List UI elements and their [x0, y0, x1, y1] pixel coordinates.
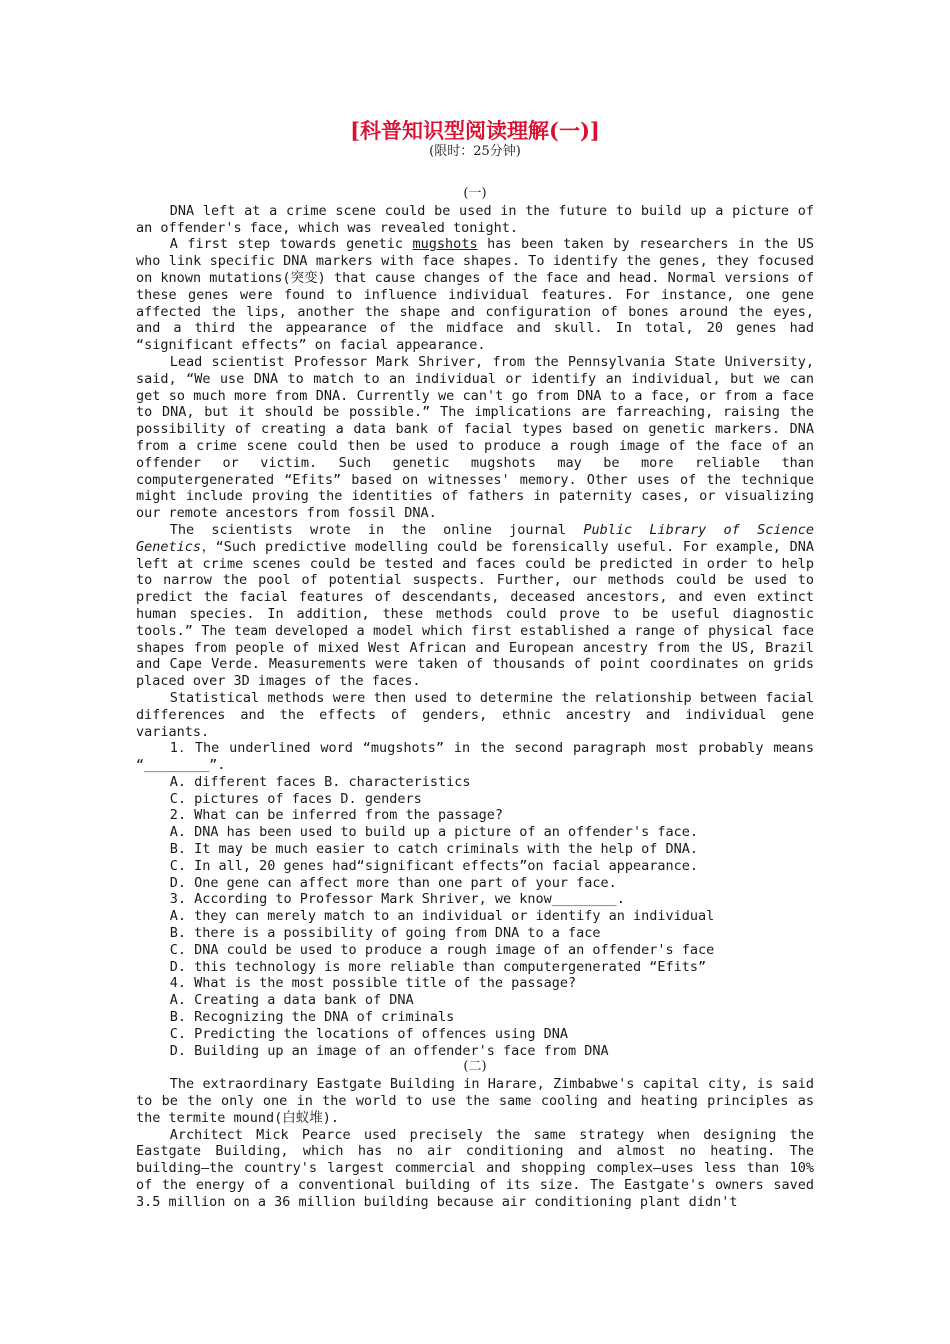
question-option: A. DNA has been used to build up a picture of an offender's face. — [169, 824, 699, 841]
question-stem: 4. What is the most possible title of the passage? — [169, 975, 577, 992]
section-label-2: (二) — [463, 1059, 487, 1075]
question-option: B. It may be much easier to catch criminals with the help of DNA. — [169, 841, 699, 858]
paragraph: Architect Mick Pearce used precisely the same strategy when designing the Eastgate Building, which has no air conditioning and almost no heating. The building—the country's largest commercial and shopping complex—uses less than 10% of the energy of a conventional building of its size. The Eastgate's owners saved 3.5 million on a 36 million building because air conditioning plant didn't — [136, 1126, 814, 1210]
question-option: A. Creating a data bank of DNA — [169, 992, 414, 1009]
paragraph: DNA left at a crime scene could be used in the future to build up a picture of an offender's face, which was revealed tonight. — [136, 202, 814, 236]
page-title: [科普知识型阅读理解(一)] — [350, 118, 600, 143]
journal-name: Public Library of Science Genetics — [136, 521, 814, 555]
question-option: D. this technology is more reliable than computergenerated “Efits” — [169, 958, 707, 975]
question-option: A. different faces B. characteristics — [169, 773, 471, 790]
paragraph: The scientists wrote in the online journal Public Library of Science Genetics，“Such predictive modelling could be forensically useful. For example, DNA left at crime scenes could be tested and faces could be predicted in order to help to narrow the pool of potential suspects. Further, our methods could be used to predict the facial features of descendants, deceased ancestors, and even extinct human species. In addition, these methods could prove to be useful diagnostic tools.” The team developed a model which first established a range of physical face shapes from people of mixed West African and European ancestry from the US, Brazil and Cape Verde. Measurements were taken of thousands of point coordinates on grids placed over 3D images of the faces. — [136, 521, 814, 690]
paragraph: Statistical methods were then used to determine the relationship between facial differences and the effects of genders, ethnic ancestry and individual gene variants. — [136, 689, 814, 740]
question-option: C. In all, 20 genes had“significant effects”on facial appearance. — [169, 857, 699, 874]
question-option: C. Predicting the locations of offences using DNA — [169, 1025, 569, 1042]
question-option: B. there is a possibility of going from DNA to a face — [169, 925, 601, 942]
section-label-1: (一) — [463, 186, 487, 201]
question-stem: 1．The underlined word “mugshots” in the second paragraph most probably means “________”. — [136, 740, 814, 774]
underlined-word: mugshots — [412, 236, 478, 253]
paragraph: Lead scientist Professor Mark Shriver, from the Pennsylvania State University, said, “We use DNA to match to an individual or identify an individual, but we can get so much more from DNA. Currently we can't go from DNA to a face, or from a face to DNA, but it should be possible.” The implications are farreaching, raising the possibility of creating a data bank of facial types based on genetic markers. DNA from a crime scene could then be used to produce a rough image of the face of an offender or victim. Such genetic mugshots may be more reliable than computergenerated “Efits” based on witnesses' memory. Other uses of the technique might include proving the identities of fathers in paternity cases, or visualizing our remote ancestors from fossil DNA. — [136, 353, 814, 522]
question-option: D. Building up an image of an offender's face from DNA — [169, 1042, 609, 1059]
paragraph: A first step towards genetic mugshots has been taken by researchers in the US who link specific DNA markers with face shapes. To identify the genes, they focused on known mutations(突变) that cause changes of the face and head. Normal versions of these genes were found to influence individual features. For instance, one gene affected the lips, another the shape and configuration of bones around the eyes, and a third the appearance of the midface and skull. In total, 20 genes had “significant effects” on facial appearance. — [136, 236, 815, 354]
question-option: C. DNA could be used to produce a rough image of an offender's face — [169, 941, 715, 958]
question-option: C. pictures of faces D. genders — [169, 790, 422, 807]
question-option: B. Recognizing the DNA of criminals — [169, 1009, 455, 1026]
paragraph: The extraordinary Eastgate Building in Harare, Zimbabwe's capital city, is said to be the only one in the world to use the same cooling and heating principles as the termite mound(白蚁堆). — [136, 1076, 814, 1126]
question-option: A. they can merely match to an individual or identify an individual — [169, 908, 715, 925]
document-page — [136, 118, 814, 1211]
question-stem: 3. According to Professor Mark Shriver, we know________. — [169, 891, 625, 908]
question-stem: 2. What can be inferred from the passage? — [169, 807, 503, 824]
question-option: D. One gene can affect more than one part of your face. — [169, 874, 617, 891]
time-limit: (限时：25分钟) — [429, 144, 521, 159]
